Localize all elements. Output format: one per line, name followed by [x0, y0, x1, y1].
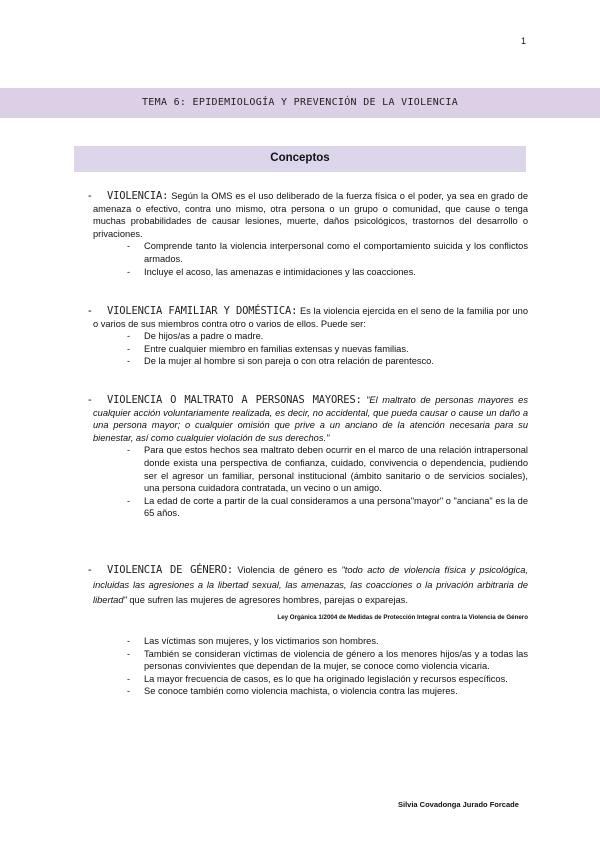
section-list — [93, 240, 528, 278]
section-violencia-familiar — [88, 305, 528, 368]
section-heading: VIOLENCIA: — [107, 190, 169, 202]
list-item: - De la mujer al hombre si son pareja o con otra relación de parentesco. — [127, 355, 528, 368]
section-heading: VIOLENCIA O MALTRATO A PERSONAS MAYORES: — [107, 394, 362, 406]
list-item: - Incluye el acoso, las amenazas e intimidaciones y las coacciones. — [127, 266, 528, 279]
section-personas-mayores — [88, 394, 528, 520]
section-text: Es la violencia ejercida en el seno de la familia por uno o varios de sus miembros contra otro o varios de ellos. Puede ser: — [93, 306, 528, 329]
section-list — [93, 444, 528, 520]
section-violencia-genero — [88, 563, 529, 698]
list-item: - Comprende tanto la violencia interpersonal como el comportamiento suicida y los conflictos armados. — [127, 240, 528, 265]
list-item: - Las víctimas son mujeres, y los victimarios son hombres. — [127, 635, 528, 648]
list-item: - Se conoce también como violencia machista, o violencia contra las mujeres. — [127, 685, 528, 698]
section-text: Según la OMS es el uso deliberado de la fuerza física o el poder, ya sea en grado de amenaza o efectivo, contra uno mismo, otra persona o un grupo o comunidad, que cause o tenga muchas probabilidades de causar lesiones, muerte, daños psicológicos, trastornos del desarrollo o privaciones. — [93, 191, 528, 239]
page-title: TEMA 6: EPIDEMIOLOGÍA Y PREVENCIÓN DE LA VIOLENCIA — [141, 97, 459, 108]
list-item: - Entre cualquier miembro en familias extensas y nuevas familias. — [127, 343, 528, 356]
list-item: - La mayor frecuencia de casos, es lo que ha originado legislación y recursos específicos. — [127, 673, 528, 686]
title-band — [0, 88, 600, 118]
concepts-header — [74, 146, 526, 172]
section-list — [93, 635, 528, 698]
footer-author: Silvia Covadonga Jurado Forcade — [398, 800, 519, 809]
law-citation: Ley Orgánica 1/2004 de Medidas de Protección Integral contra la Violencia de Género — [277, 614, 528, 621]
section-text-post: que sufren las mujeres de agresores hombres, parejas o exparejas. — [126, 595, 408, 605]
section-list — [93, 330, 528, 368]
section-text-pre: Violencia de género es — [237, 565, 342, 575]
list-item: - De hijos/as a padre o madre. — [127, 330, 528, 343]
list-item: - También se consideran víctimas de violencia de género a los menores hijos/as y a todas las personas convivientes que dependan de la mujer, se conoce como violencia vicaria. — [127, 648, 528, 673]
dash-marker: - — [88, 394, 92, 406]
section-violencia — [88, 190, 528, 278]
page-number: 1 — [521, 36, 527, 46]
dash-marker: - — [88, 305, 92, 317]
dash-marker: - — [88, 564, 92, 576]
list-item: - La edad de corte a partir de la cual consideramos a una persona"mayor" o "anciana" es la de 65 años. — [127, 495, 528, 520]
dash-marker: - — [88, 190, 92, 202]
list-item: - Para que estos hechos sea maltrato deben ocurrir en el marco de una relación intrapersonal donde exista una perspectiva de confianza, cuidado, convivencia o dependencia, pudiendo ser el agresor un familiar, personal institucional (ámbito sanitario o de servicios sociales), una persona cuidadora contratada, un vecino o un amigo. — [127, 444, 528, 494]
section-quote: "todo acto de violencia física y psicológica, incluidas las agresiones a la libertad sexual, las amenazas, las coacciones o la privación arbitraria de libertad" — [93, 565, 529, 605]
concepts-heading: Conceptos — [270, 152, 330, 164]
section-heading: VIOLENCIA FAMILIAR Y DOMÉSTICA: — [107, 305, 298, 317]
section-text: "El maltrato de personas mayores es cualquier acción voluntariamente realizada, es decir, no accidental, que pueda causar o cause un daño a una persona mayor; o cualquier omisión que prive a un anciano de la atención necesaria para su bienestar, así como cualquier violación de sus derechos." — [93, 395, 528, 443]
section-heading: VIOLENCIA DE GÉNERO: — [107, 564, 233, 576]
